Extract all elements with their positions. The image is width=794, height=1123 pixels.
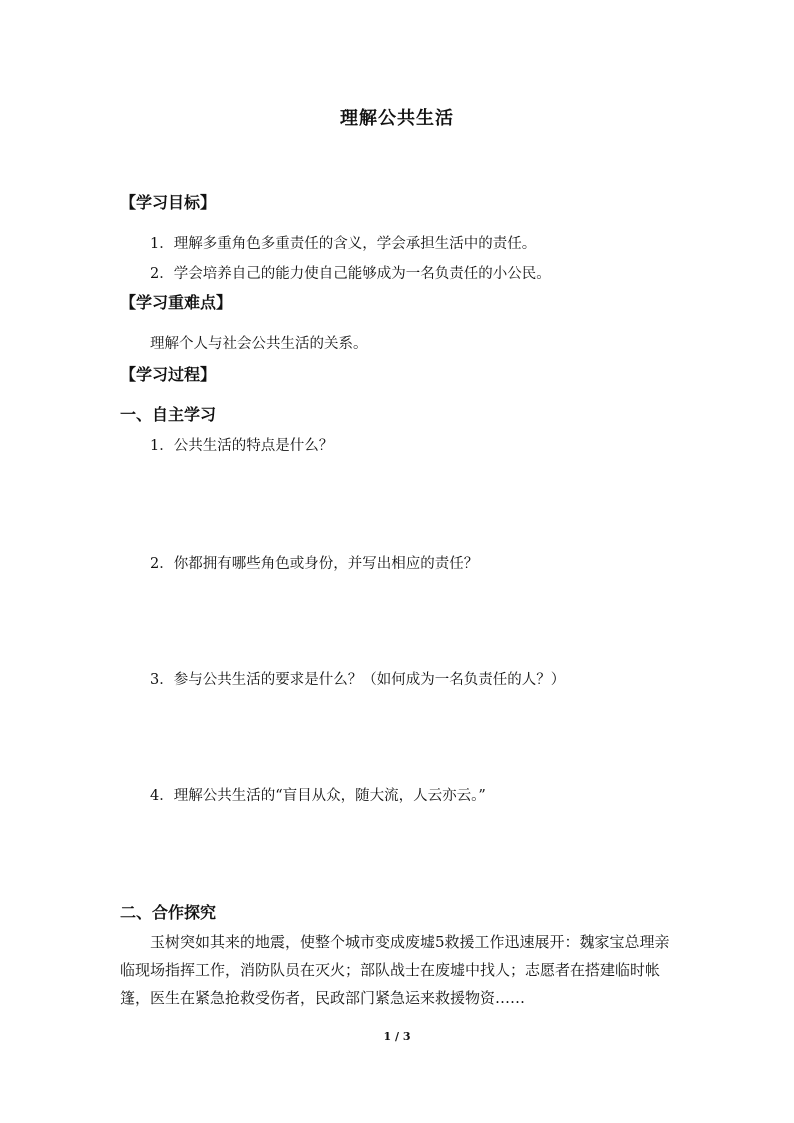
key-points-header: 【学习重难点】 xyxy=(120,293,233,312)
self-study-header: 一、自主学习 xyxy=(120,405,217,424)
question-2: 2．你都拥有哪些角色或身份，并写出相应的责任？ xyxy=(150,556,479,572)
key-points-text: 理解个人与社会公共生活的关系。 xyxy=(150,336,368,352)
goal-item-2: 2．学会培养自己的能力使自己能够成为一名负责任的小公民。 xyxy=(150,266,551,282)
cooperative-inquiry-header: 二、合作探究 xyxy=(120,903,217,922)
question-3: 3．参与公共生活的要求是什么？（如何成为一名负责任的人？） xyxy=(150,672,566,688)
case-paragraph: 玉树突如其来的地震，使整个城市变成废墟5救援工作迅速展开：魏家宝总理亲临现场指挥工作，消防队员在灭火；部队战士在废墟中找人；志愿者在搭建临时帐篷，医生在紧急抢救受伤者，民政部门紧急运来救援物资…… xyxy=(120,933,670,1007)
goals-header: 【学习目标】 xyxy=(120,193,217,212)
process-header: 【学习过程】 xyxy=(120,365,217,384)
goal-item-1: 1．理解多重角色多重责任的含义，学会承担生活中的责任。 xyxy=(150,236,537,252)
question-4: 4．理解公共生活的“盲目从众，随大流，人云亦云。” xyxy=(150,788,486,804)
page-title: 理解公共生活 xyxy=(340,108,454,129)
page-number: 1 / 3 xyxy=(383,1030,411,1043)
question-1: 1．公共生活的特点是什么？ xyxy=(150,438,334,454)
